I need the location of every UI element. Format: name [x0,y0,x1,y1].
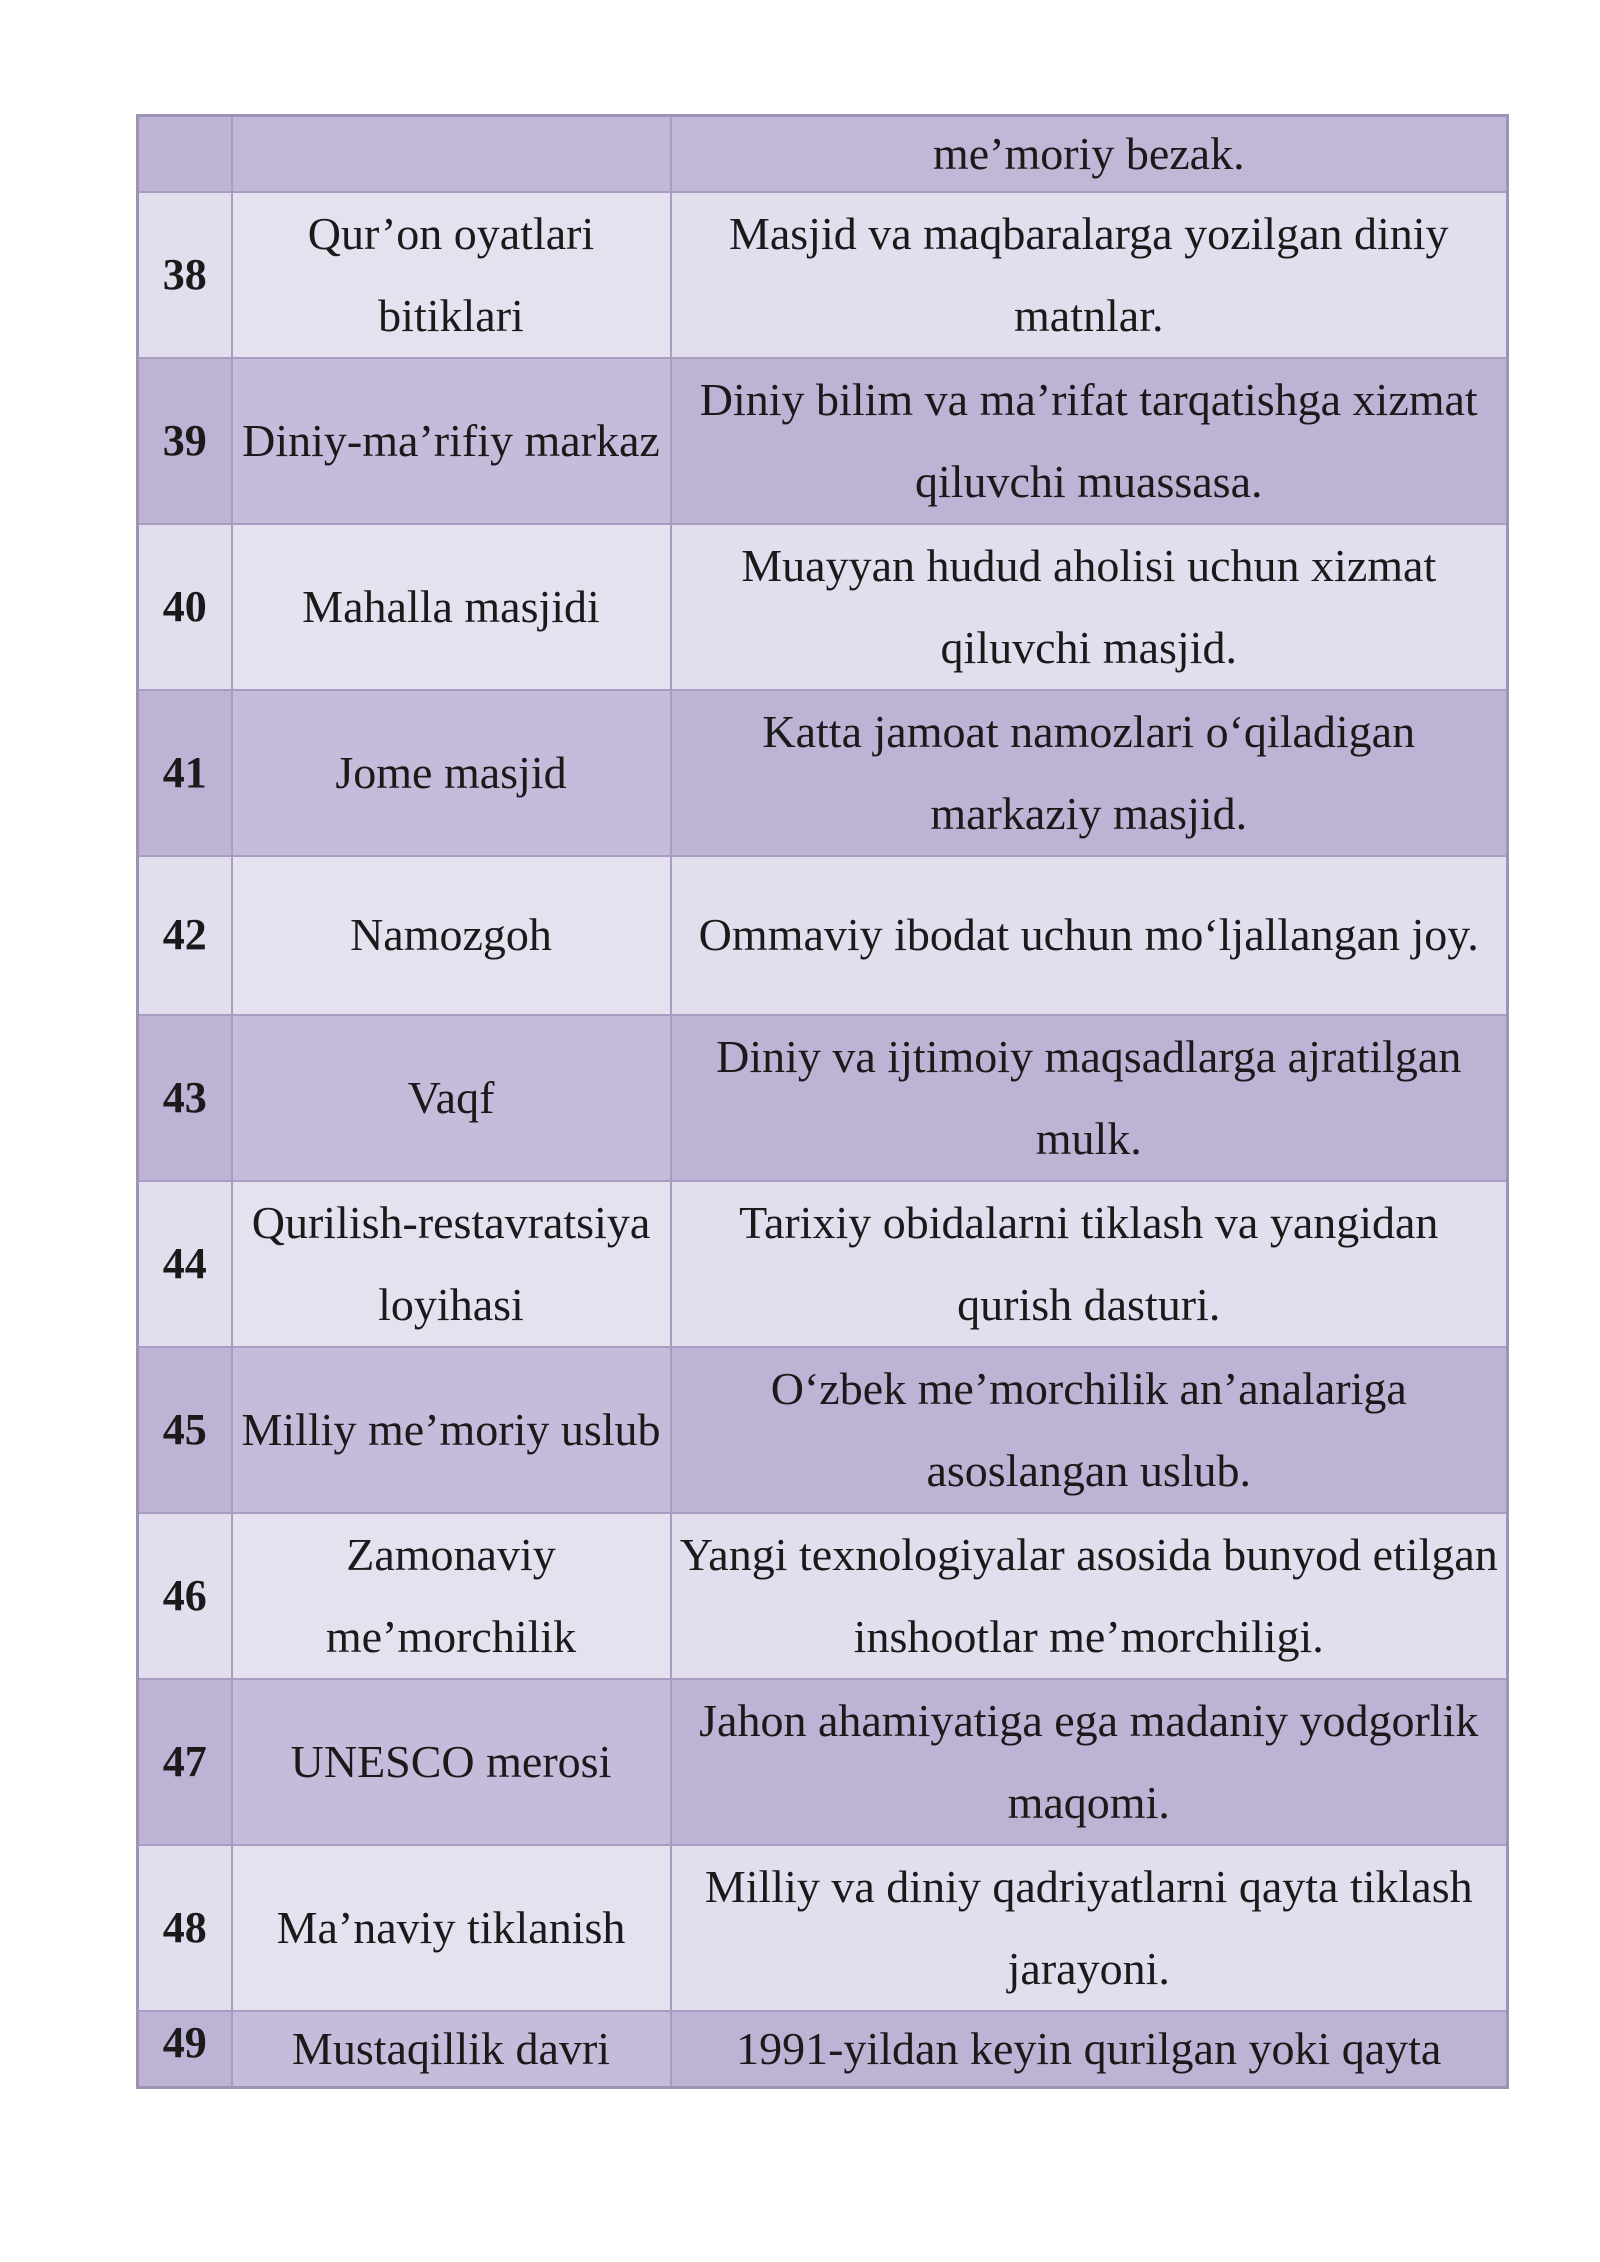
row-term: UNESCO merosi [232,1679,671,1845]
row-term: Zamonaviy me’morchilik [232,1513,671,1679]
row-number: 44 [138,1181,232,1347]
row-definition: Yangi texnologiyalar asosida bunyod etilgan inshootlar me’morchiligi. [671,1513,1508,1679]
row-number: 43 [138,1015,232,1181]
row-definition: Diniy va ijtimoiy maqsadlarga ajratilgan mulk. [671,1015,1508,1181]
row-definition: Diniy bilim va ma’rifat tarqatishga xizmat qiluvchi muassasa. [671,358,1508,524]
row-term: Jome masjid [232,690,671,856]
row-definition: O‘zbek me’morchilik an’analariga asoslangan uslub. [671,1347,1508,1513]
table-row [138,358,1508,524]
row-number: 49 [138,2011,232,2088]
row-definition: Milliy va diniy qadriyatlarni qayta tiklash jarayoni. [671,1845,1508,2011]
row-definition: Katta jamoat namozlari o‘qiladigan markaziy masjid. [671,690,1508,856]
row-term: Diniy-ma’rifiy markaz [232,358,671,524]
table-row [138,1347,1508,1513]
glossary-table [136,114,1509,2089]
row-term: Namozgoh [232,856,671,1015]
table-row [138,1679,1508,1845]
row-term [232,116,671,192]
row-definition: Masjid va maqbaralarga yozilgan diniy matnlar. [671,192,1508,358]
row-definition: me’moriy bezak. [671,116,1508,192]
row-number: 46 [138,1513,232,1679]
table-row [138,192,1508,358]
row-number: 39 [138,358,232,524]
row-number [138,116,232,192]
table-row [138,1845,1508,2011]
row-definition: Ommaviy ibodat uchun mo‘ljallangan joy. [671,856,1508,1015]
row-term: Qur’on oyatlari bitiklari [232,192,671,358]
row-number: 41 [138,690,232,856]
row-number: 45 [138,1347,232,1513]
row-definition: Muayyan hudud aholisi uchun xizmat qiluvchi masjid. [671,524,1508,690]
row-definition: 1991-yildan keyin qurilgan yoki qayta [671,2011,1508,2088]
row-number: 47 [138,1679,232,1845]
row-term: Milliy me’moriy uslub [232,1347,671,1513]
table-row-truncated [138,2011,1508,2088]
table-row [138,856,1508,1015]
row-definition: Tarixiy obidalarni tiklash va yangidan qurish dasturi. [671,1181,1508,1347]
row-term: Mustaqillik davri [232,2011,671,2088]
row-term: Vaqf [232,1015,671,1181]
table-row [138,1181,1508,1347]
row-definition: Jahon ahamiyatiga ega madaniy yodgorlik maqomi. [671,1679,1508,1845]
table-row [138,1015,1508,1181]
row-number: 48 [138,1845,232,2011]
row-term: Ma’naviy tiklanish [232,1845,671,2011]
row-term: Mahalla masjidi [232,524,671,690]
table-row [138,1513,1508,1679]
table-row [138,524,1508,690]
row-number: 38 [138,192,232,358]
table-row-continued [138,116,1508,192]
row-term: Qurilish-restavratsiya loyihasi [232,1181,671,1347]
table-row [138,690,1508,856]
row-number: 40 [138,524,232,690]
row-number: 42 [138,856,232,1015]
